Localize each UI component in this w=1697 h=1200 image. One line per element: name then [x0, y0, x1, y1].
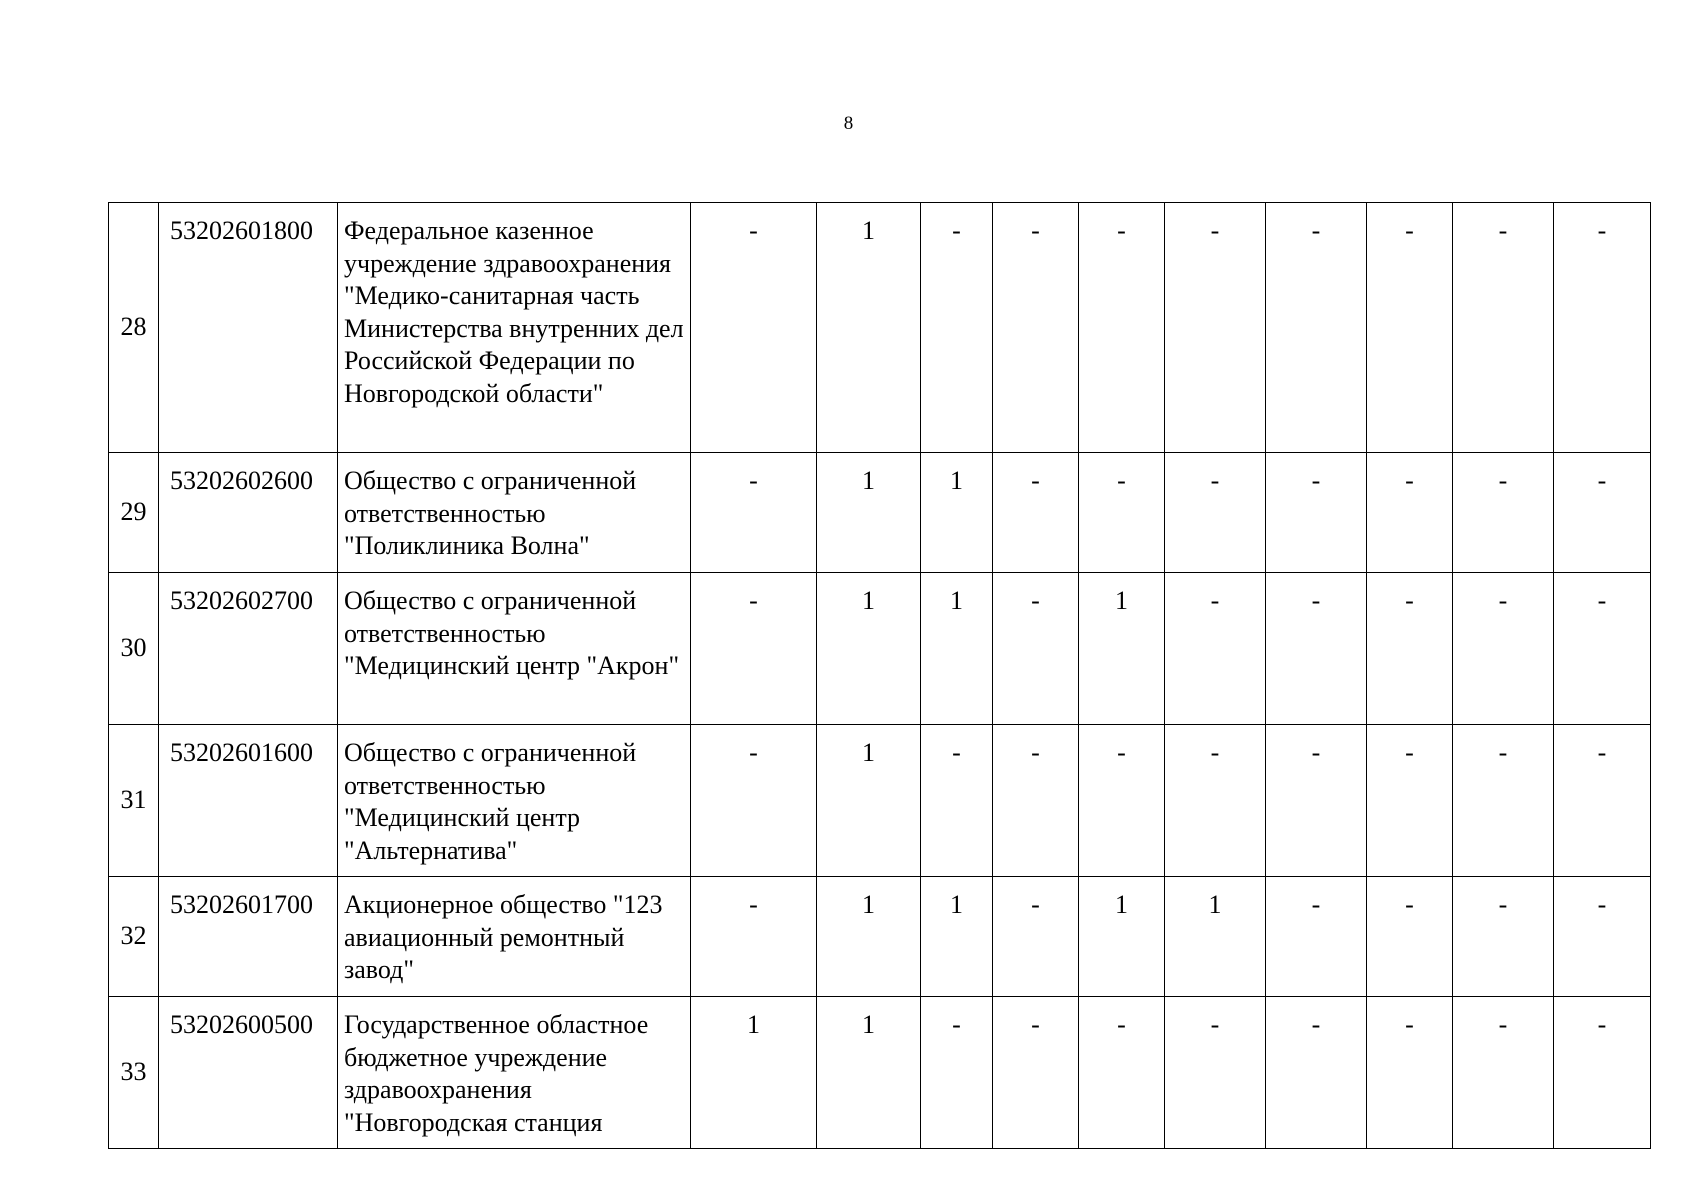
value-cell: -: [921, 203, 993, 453]
org-code: 53202602600: [159, 453, 338, 573]
value-cell: -: [1554, 725, 1651, 877]
value-cell: -: [1079, 997, 1165, 1149]
row-number: 32: [109, 877, 159, 997]
row-number: 33: [109, 997, 159, 1149]
value-cell: -: [1554, 997, 1651, 1149]
value-cell: -: [1165, 203, 1266, 453]
value-cell: -: [1266, 877, 1367, 997]
value-cell: 1: [1165, 877, 1266, 997]
value-cell: 1: [1079, 877, 1165, 997]
value-cell: -: [691, 573, 817, 725]
value-cell: 1: [817, 203, 921, 453]
value-cell: -: [1554, 203, 1651, 453]
value-cell: -: [1266, 725, 1367, 877]
value-cell: 1: [817, 877, 921, 997]
value-cell: -: [993, 573, 1079, 725]
value-cell: -: [691, 203, 817, 453]
row-number: 28: [109, 203, 159, 453]
value-cell: -: [1453, 453, 1554, 573]
value-cell: 1: [817, 573, 921, 725]
value-cell: -: [1367, 573, 1453, 725]
value-cell: -: [1165, 573, 1266, 725]
value-cell: -: [1079, 453, 1165, 573]
value-cell: -: [1367, 877, 1453, 997]
value-cell: 1: [817, 453, 921, 573]
table-row: [109, 725, 1651, 877]
org-code: 53202601600: [159, 725, 338, 877]
value-cell: -: [1266, 573, 1367, 725]
value-cell: 1: [817, 997, 921, 1149]
value-cell: -: [691, 725, 817, 877]
value-cell: -: [1453, 203, 1554, 453]
value-cell: -: [691, 453, 817, 573]
value-cell: 1: [921, 877, 993, 997]
page-number: 8: [843, 113, 854, 134]
table-row: [109, 203, 1651, 453]
value-cell: -: [921, 997, 993, 1149]
value-cell: 1: [817, 725, 921, 877]
org-name: Федеральное казенное учреждение здравоохранения "Медико-санитарная часть Министерства внутренних дел Российской Федерации по Новгородской области": [338, 203, 691, 453]
org-name: Общество с ограниченной ответственностью "Медицинский центр "Альтернатива": [338, 725, 691, 877]
value-cell: -: [1367, 997, 1453, 1149]
value-cell: -: [993, 877, 1079, 997]
value-cell: -: [993, 203, 1079, 453]
value-cell: -: [1367, 725, 1453, 877]
org-name: Акционерное общество "123 авиационный ремонтный завод": [338, 877, 691, 997]
org-code: 53202601700: [159, 877, 338, 997]
value-cell: -: [993, 725, 1079, 877]
value-cell: 1: [921, 573, 993, 725]
row-number: 29: [109, 453, 159, 573]
row-number: 31: [109, 725, 159, 877]
org-name: Общество с ограниченной ответственностью "Медицинский центр "Акрон": [338, 573, 691, 725]
org-code: 53202601800: [159, 203, 338, 453]
value-cell: -: [921, 725, 993, 877]
row-number: 30: [109, 573, 159, 725]
value-cell: -: [1165, 725, 1266, 877]
value-cell: -: [1079, 203, 1165, 453]
value-cell: -: [1165, 997, 1266, 1149]
table-row: [109, 453, 1651, 573]
table-row: [109, 573, 1651, 725]
value-cell: -: [1453, 877, 1554, 997]
organizations-table: [108, 202, 1651, 1149]
value-cell: -: [1554, 877, 1651, 997]
value-cell: -: [1367, 453, 1453, 573]
value-cell: 1: [1079, 573, 1165, 725]
value-cell: -: [1453, 725, 1554, 877]
org-name: Общество с ограниченной ответственностью "Поликлиника Волна": [338, 453, 691, 573]
value-cell: -: [1266, 997, 1367, 1149]
value-cell: -: [1266, 453, 1367, 573]
value-cell: -: [1554, 453, 1651, 573]
value-cell: -: [1453, 573, 1554, 725]
value-cell: -: [1367, 203, 1453, 453]
value-cell: 1: [921, 453, 993, 573]
org-code: 53202602700: [159, 573, 338, 725]
value-cell: -: [1266, 203, 1367, 453]
table-body: [109, 203, 1651, 1149]
value-cell: -: [1554, 573, 1651, 725]
value-cell: 1: [691, 997, 817, 1149]
value-cell: -: [1165, 453, 1266, 573]
org-code: 53202600500: [159, 997, 338, 1149]
value-cell: -: [1453, 997, 1554, 1149]
table-row: [109, 997, 1651, 1149]
value-cell: -: [993, 997, 1079, 1149]
value-cell: -: [691, 877, 817, 997]
table-row: [109, 877, 1651, 997]
value-cell: -: [993, 453, 1079, 573]
value-cell: -: [1079, 725, 1165, 877]
org-name: Государственное областное бюджетное учреждение здравоохранения "Новгородская станция: [338, 997, 691, 1149]
